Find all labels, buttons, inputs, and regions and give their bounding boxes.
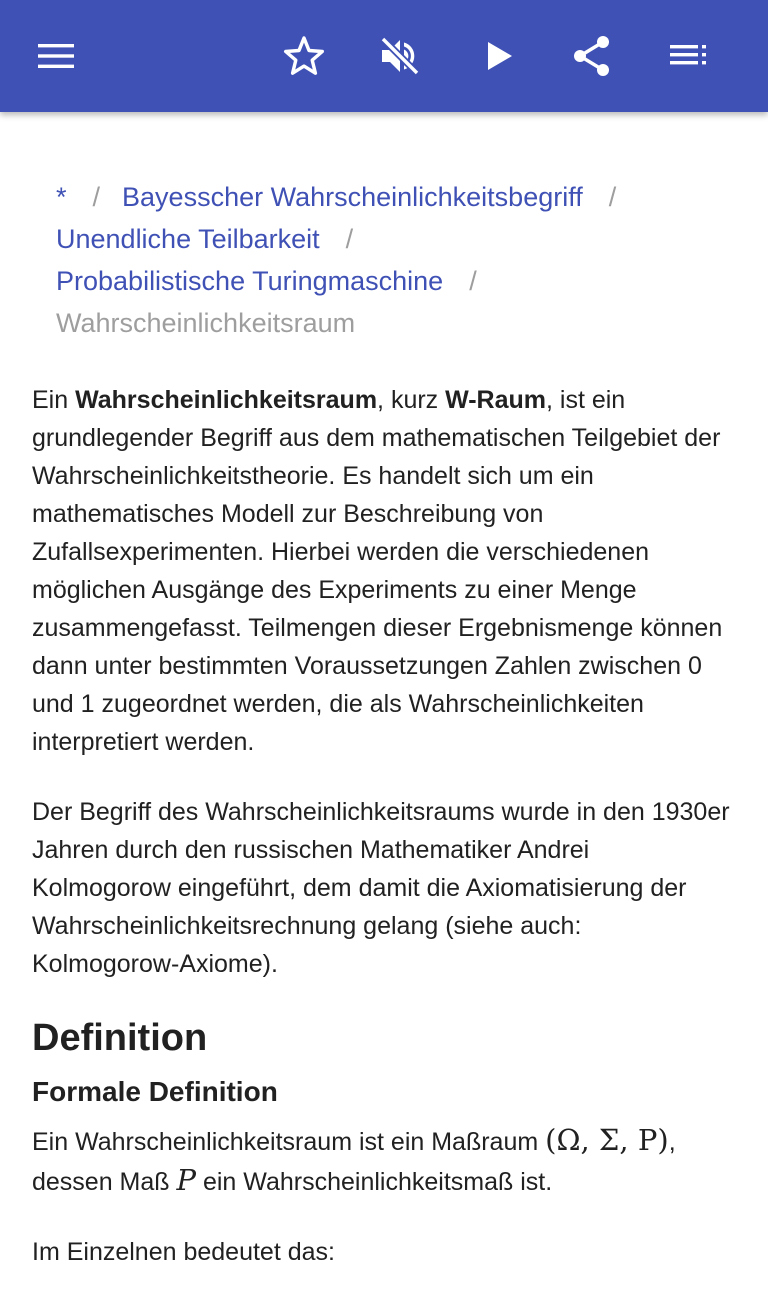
breadcrumb-item-unendliche-teilbarkeit[interactable]: Unendliche Teilbarkeit	[56, 224, 320, 254]
menu-icon[interactable]	[32, 32, 80, 80]
math-formula: (Ω, Σ, P)	[545, 1123, 669, 1157]
intro-paragraph	[32, 381, 732, 761]
text-run: , kurz	[377, 386, 446, 414]
text-run: Ein	[32, 386, 76, 414]
breadcrumb-current: Wahrscheinlichkeitsraum	[56, 308, 356, 338]
breadcrumb-item-home[interactable]: *	[56, 182, 67, 212]
share-icon[interactable]	[568, 32, 616, 80]
breadcrumb-separator: /	[469, 266, 477, 296]
article-content	[32, 381, 732, 1303]
text-run: , dessen Maß	[32, 1128, 676, 1196]
breadcrumb-separator: /	[608, 182, 617, 212]
playlist-icon[interactable]	[664, 32, 712, 80]
text-run: Ein Wahrscheinlichkeitsraum ist ein Maßraum	[32, 1128, 546, 1156]
term-bold: Wahrscheinlichkeitsraum	[75, 386, 378, 414]
breadcrumb-separator: /	[92, 182, 101, 212]
volume-off-icon[interactable]	[376, 32, 424, 80]
text-run: , ist ein grundlegender Begriff aus dem mathematischen Teilgebiet der Wahrscheinlichkeitstheorie. Es handelt sich um ein mathematisches Modell zur Beschreibung von Zufallsexperimenten. Hierbei werden die verschiedenen möglichen Ausgänge des Experiments zu einer Menge zusammengefasst. Teilmengen dieser Ergebnismenge können dann unter bestimmten Voraussetzungen Zahlen zwischen 0 und 1 zugeordnet werden, die als Wahrscheinlichkeiten interpretiert werden.	[32, 386, 723, 756]
breadcrumb-separator: /	[345, 224, 354, 254]
section-heading: Definition	[32, 1017, 208, 1059]
definition-paragraph	[32, 1121, 732, 1201]
play-icon[interactable]	[474, 32, 522, 80]
math-symbol: P	[176, 1163, 197, 1197]
subsection-heading: Formale Definition	[32, 1076, 278, 1107]
star-icon[interactable]	[280, 32, 328, 80]
detail-intro-paragraph: Im Einzelnen bedeutet das:	[32, 1238, 335, 1266]
term-bold: W-Raum	[445, 386, 547, 414]
history-paragraph: Der Begriff des Wahrscheinlichkeitsraums wurde in den 1930er Jahren durch den russischen Mathematiker Andrei Kolmogorow eingeführt, dem damit die Axiomatisierung der Wahrscheinlichkeitsrechnung gelang (siehe auch: Kolmogorow-Axiome).	[32, 798, 730, 978]
breadcrumb-item-turingmaschine[interactable]: Probabilistische Turingmaschine	[56, 266, 444, 296]
app-bar	[0, 0, 768, 112]
text-run: ein Wahrscheinlichkeitsmaß ist.	[196, 1168, 553, 1196]
breadcrumb-item-bayesscher[interactable]: Bayesscher Wahrscheinlichkeitsbegriff	[122, 182, 583, 212]
breadcrumb	[56, 176, 736, 344]
